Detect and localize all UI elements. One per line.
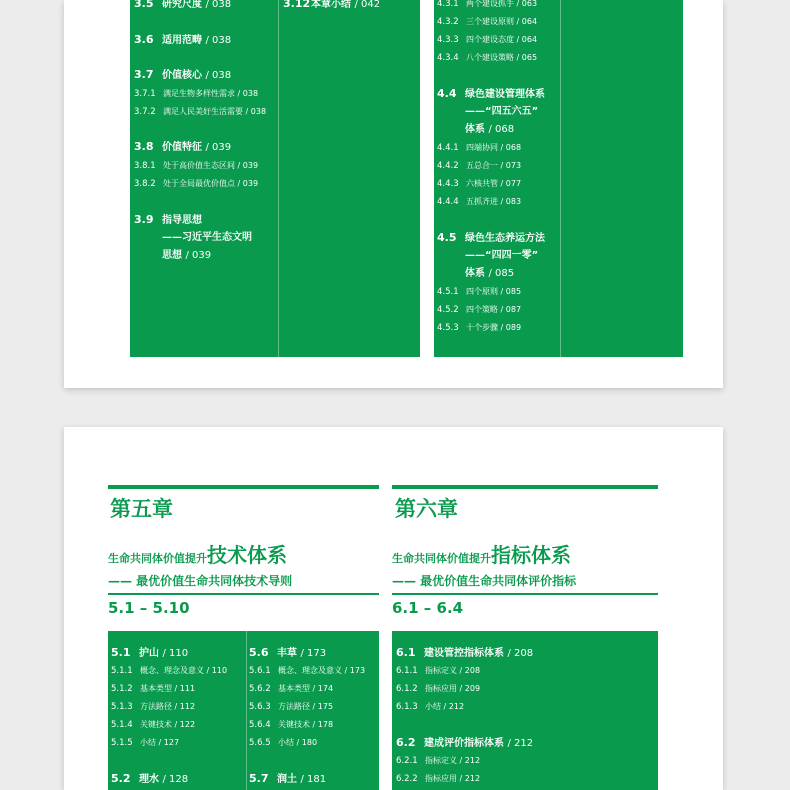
toc-entry-continuation: 体系 / 068 xyxy=(465,124,515,135)
toc-subentry[interactable]: 4.5.3 十个步骤 / 089 xyxy=(437,323,522,333)
toc-subentry[interactable]: 3.7.2 满足人民美好生活需要 / 038 xyxy=(134,107,267,117)
toc-subentry[interactable]: 5.1.1 概念、理念及意义 / 110 xyxy=(111,666,228,676)
toc-subentry[interactable]: 5.6.4 关键技术 / 178 xyxy=(249,720,334,730)
chapter-6-divider xyxy=(392,593,658,595)
toc-page-chapter-3-4 xyxy=(64,0,723,388)
toc-entry[interactable]: 6.2 建成评价指标体系 / 212 xyxy=(396,736,534,749)
toc-subentry[interactable]: 4.3.2 三个建设原则 / 064 xyxy=(437,17,538,27)
chapter-6-section-range: 6.1 – 6.4 xyxy=(392,599,464,617)
toc-subentry[interactable]: 5.6.3 方法路径 / 175 xyxy=(249,702,334,712)
chapter-5-subtitle: 生命共同体价值提升技术体系 xyxy=(108,543,287,567)
toc-subentry[interactable]: 6.1.1 指标定义 / 208 xyxy=(396,666,481,676)
toc-entry[interactable]: 5.7 润土 / 181 xyxy=(249,772,327,785)
toc-subentry[interactable]: 4.4.4 五抓齐进 / 083 xyxy=(437,197,522,207)
toc-subentry[interactable]: 6.2.1 指标定义 / 212 xyxy=(396,756,481,766)
toc-subentry[interactable]: 5.6.1 概念、理念及意义 / 173 xyxy=(249,666,366,676)
toc-subentry[interactable]: 5.1.5 小结 / 127 xyxy=(111,738,180,748)
toc-subentry[interactable]: 4.3.1 两个建设抓手 / 063 xyxy=(437,0,538,9)
chapter-5-top-rule xyxy=(108,485,379,489)
toc-subentry[interactable]: 4.4.2 五总合一 / 073 xyxy=(437,161,522,171)
toc-entry[interactable]: 5.2 理水 / 128 xyxy=(111,772,189,785)
toc-page-chapter-5-6 xyxy=(64,427,723,790)
toc-subentry[interactable]: 4.3.4 八个建设策略 / 065 xyxy=(437,53,538,63)
toc-entry[interactable]: 3.5 研究尺度 / 038 xyxy=(134,0,232,10)
chapter-5-title: 第五章 xyxy=(110,497,173,521)
column-divider xyxy=(560,0,561,357)
toc-subentry[interactable]: 4.5.2 四个策略 / 087 xyxy=(437,305,522,315)
toc-subentry[interactable]: 3.8.2 处于全局最优价值点 / 039 xyxy=(134,179,259,189)
chapter-6-subtitle: 生命共同体价值提升指标体系 xyxy=(392,543,571,567)
toc-entry[interactable]: 6.1 建设管控指标体系 / 208 xyxy=(396,646,534,659)
chapter-6-tagline: —— 最优价值生命共同体评价指标 xyxy=(392,574,577,588)
chapter-5-section-range: 5.1 – 5.10 xyxy=(108,599,190,617)
toc-subentry[interactable]: 6.1.2 指标应用 / 209 xyxy=(396,684,481,694)
toc-subentry[interactable]: 4.5.1 四个原则 / 085 xyxy=(437,287,522,297)
toc-subentry[interactable]: 5.1.3 方法路径 / 112 xyxy=(111,702,196,712)
toc-entry[interactable]: 5.6 丰草 / 173 xyxy=(249,646,327,659)
toc-subentry[interactable]: 5.1.4 关键技术 / 122 xyxy=(111,720,196,730)
toc-entry[interactable]: 3.7 价值核心 / 038 xyxy=(134,68,232,81)
toc-subentry[interactable]: 3.8.1 处于高价值生态区间 / 039 xyxy=(134,161,259,171)
toc-entry-continuation: 思想 / 039 xyxy=(162,250,212,261)
toc-subentry[interactable]: 4.3.3 四个建设态度 / 064 xyxy=(437,35,538,45)
toc-entry-continuation: ——习近平生态文明 xyxy=(162,232,252,243)
column-divider xyxy=(278,0,279,357)
toc-entry[interactable]: 3.6 适用范畴 / 038 xyxy=(134,33,232,46)
toc-subentry[interactable]: 5.6.5 小结 / 180 xyxy=(249,738,318,748)
toc-entry[interactable]: 4.5 绿色生态养运方法 xyxy=(437,231,545,244)
toc-entry[interactable]: 4.4 绿色建设管理体系 xyxy=(437,87,545,100)
toc-subentry[interactable]: 4.4.3 六核共管 / 077 xyxy=(437,179,522,189)
toc-entry[interactable]: 3.9 指导思想 xyxy=(134,213,202,226)
toc-entry[interactable]: 3.12本章小结 / 042 xyxy=(283,0,381,10)
toc-subentry[interactable]: 5.6.2 基本类型 / 174 xyxy=(249,684,334,694)
column-divider xyxy=(246,631,247,790)
toc-subentry[interactable]: 4.4.1 四端协同 / 068 xyxy=(437,143,522,153)
toc-entry-continuation: ——“四四一零” xyxy=(465,250,539,261)
toc-entry[interactable]: 5.1 护山 / 110 xyxy=(111,646,189,659)
toc-subentry[interactable]: 5.1.2 基本类型 / 111 xyxy=(111,684,196,694)
toc-entry-continuation: ——“四五六五” xyxy=(465,106,539,117)
toc-subentry[interactable]: 6.1.3 小结 / 212 xyxy=(396,702,465,712)
toc-subentry[interactable]: 6.2.2 指标应用 / 212 xyxy=(396,774,481,784)
toc-entry-continuation: 体系 / 085 xyxy=(465,268,515,279)
chapter-6-top-rule xyxy=(392,485,658,489)
toc-subentry[interactable]: 3.7.1 满足生物多样性需求 / 038 xyxy=(134,89,259,99)
chapter-6-title: 第六章 xyxy=(395,497,458,521)
chapter-5-tagline: —— 最优价值生命共同体技术导则 xyxy=(108,574,293,588)
chapter-5-divider xyxy=(108,593,379,595)
toc-entry[interactable]: 3.8 价值特征 / 039 xyxy=(134,140,232,153)
